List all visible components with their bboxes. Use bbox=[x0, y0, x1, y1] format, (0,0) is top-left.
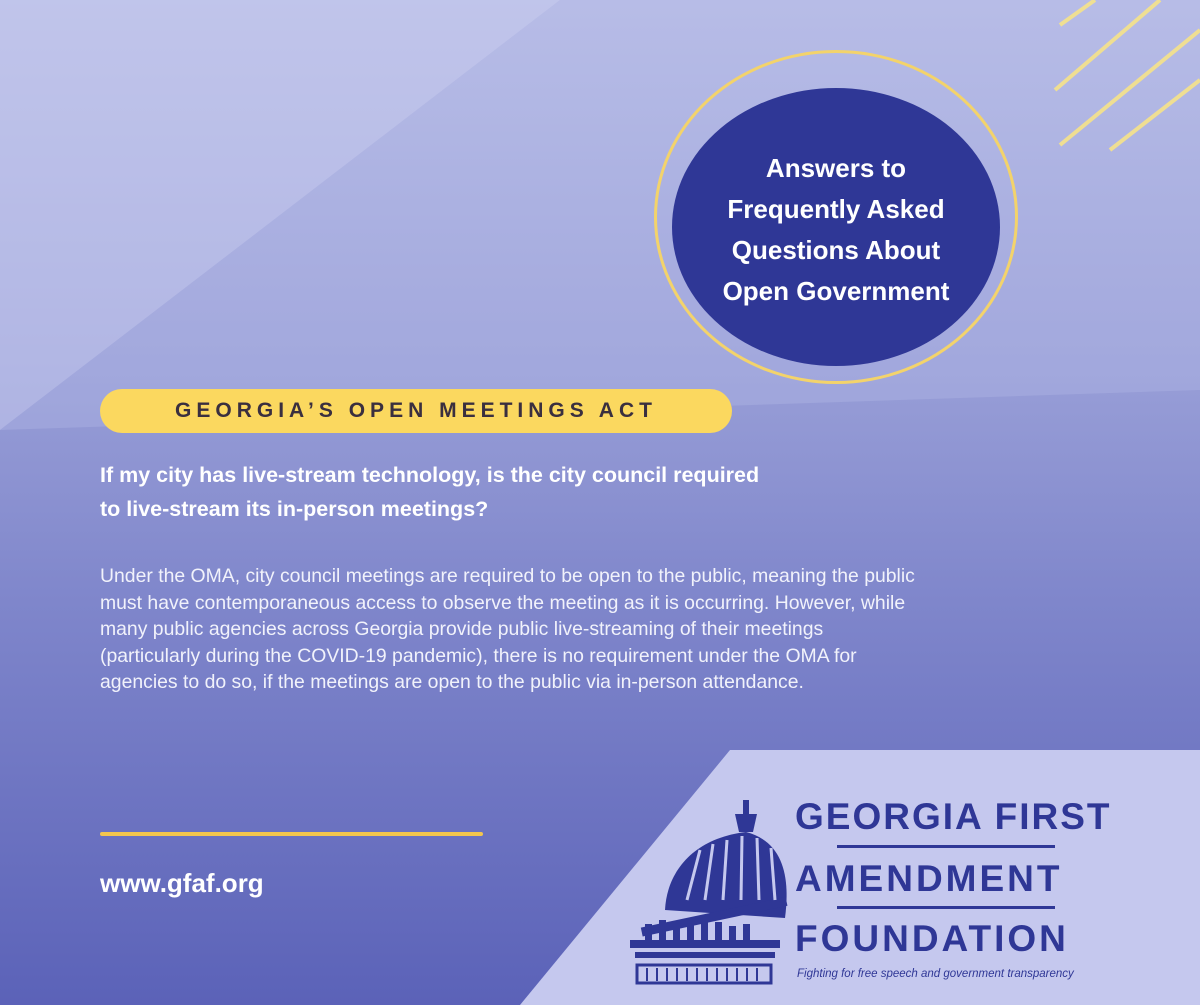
answer-line: Under the OMA, city council meetings are required to be open to the public, meaning the public bbox=[100, 565, 915, 587]
org-name-line1: GEORGIA FIRST bbox=[795, 796, 1112, 837]
question-line: to live-stream its in-person meetings? bbox=[100, 497, 489, 521]
faq-badge-text bbox=[706, 148, 966, 312]
answer-line: agencies to do so, if the meetings are open to the public via in-person attendance. bbox=[100, 671, 804, 693]
faq-badge-line: Open Government bbox=[722, 276, 950, 306]
faq-badge-line: Questions About bbox=[731, 235, 941, 265]
question-line: If my city has live-stream technology, is the city council required bbox=[100, 463, 760, 487]
faq-badge-line: Frequently Asked bbox=[727, 194, 945, 224]
org-divider-1 bbox=[837, 845, 1055, 848]
question-heading bbox=[100, 458, 960, 526]
answer-line: (particularly during the COVID-19 pandemic), there is no requirement under the OMA for bbox=[100, 644, 857, 667]
answer-line: must have contemporaneous access to observe the meeting as it is occurring. However, while bbox=[100, 591, 906, 614]
website-link[interactable]: www.gfaf.org bbox=[100, 868, 264, 898]
org-tagline: Fighting for free speech and government transparency bbox=[797, 968, 1074, 980]
capitol-dome-icon bbox=[625, 800, 790, 985]
org-divider-2 bbox=[837, 906, 1055, 909]
section-label-pill bbox=[100, 389, 732, 433]
section-label: GEORGIA’S OPEN MEETINGS ACT bbox=[175, 399, 657, 422]
faq-badge bbox=[672, 88, 1000, 366]
answer-line: many public agencies across Georgia provide public live-streaming of their meetings bbox=[100, 618, 824, 640]
org-name-line3: FOUNDATION bbox=[795, 918, 1069, 959]
accent-divider bbox=[100, 832, 483, 836]
faq-badge-line: Answers to bbox=[765, 153, 907, 183]
org-name-line2: AMENDMENT bbox=[795, 858, 1063, 899]
answer-paragraph bbox=[100, 563, 1100, 696]
